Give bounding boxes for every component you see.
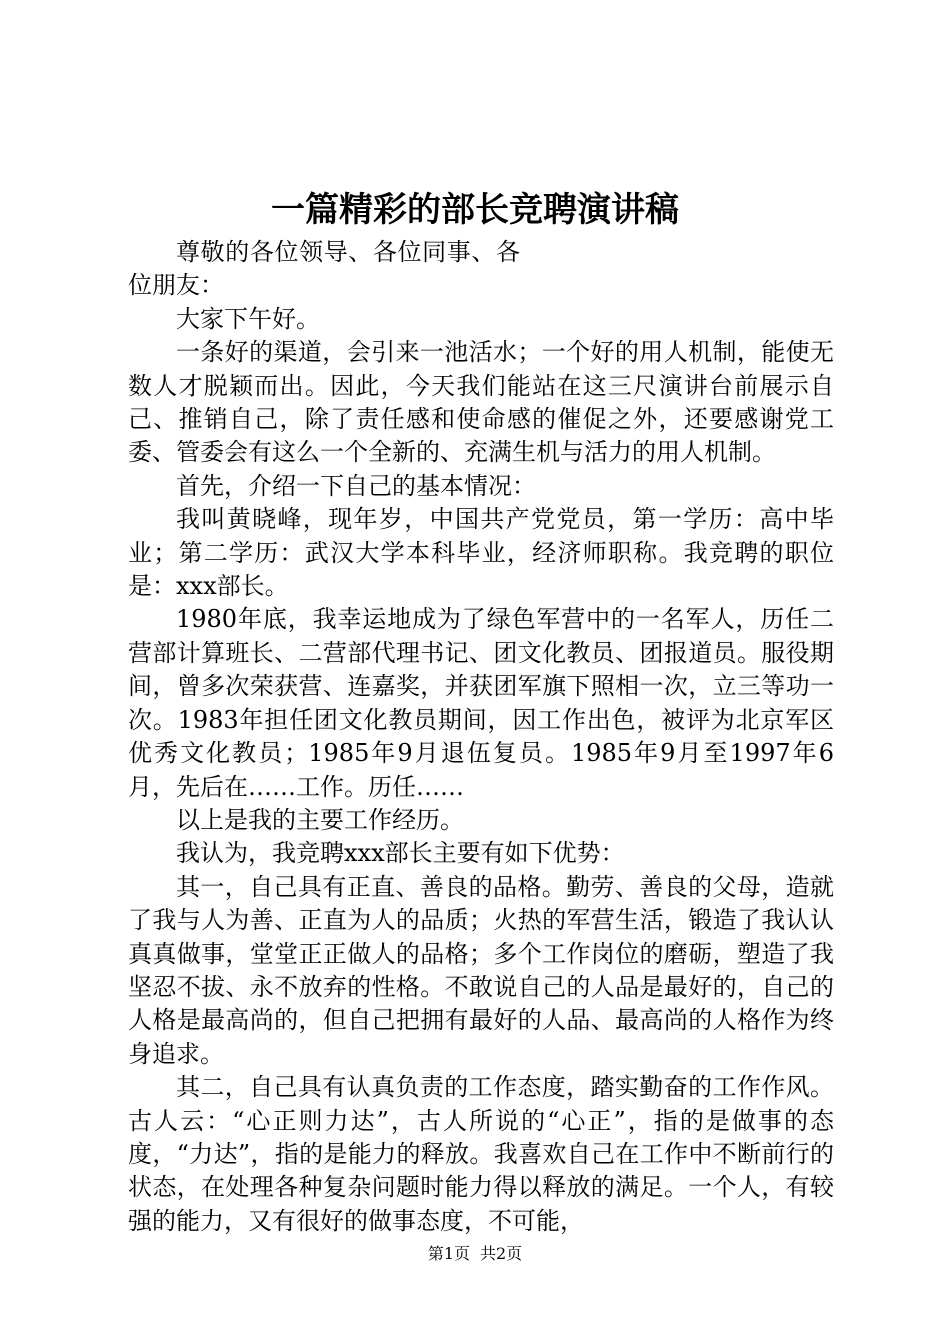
document-body [128, 236, 834, 1238]
paragraph: 我叫黄晓峰，现年岁，中国共产党党员，第一学历：高中毕业；第二学历：武汉大学本科毕业，经济师职称。我竞聘的职位是：xxx部长。 [128, 505, 834, 601]
document-title: 一篇精彩的部长竞聘演讲稿 [271, 190, 679, 230]
page-footer [0, 1243, 950, 1265]
paragraph: 其一，自己具有正直、善良的品格。勤劳、善良的父母，造就了我与人为善、正直为人的品质；火热的军营生活，锻造了我认认真真做事，堂堂正正做人的品格；多个工作岗位的磨砺，塑造了我坚忍不拔、永不放弃的性格。不敢说自己的人品是最好的，自己的人格是最高尚的，但自己把拥有最好的人品、最高尚的人格作为终身追求。 [128, 872, 834, 1068]
paragraph: 一条好的渠道，会引来一池活水；一个好的用人机制，能使无数人才脱颖而出。因此，今天我们能站在这三尺演讲台前展示自己、推销自己，除了责任感和使命感的催促之外，还要感谢党工委、管委会有这么一个全新的、充满生机与活力的用人机制。 [128, 338, 834, 467]
paragraph-greeting: 尊敬的各位领导、各位同事、各位朋友： [128, 238, 520, 300]
paragraph: 我认为，我竞聘xxx部长主要有如下优势： [176, 839, 625, 868]
paragraph: 大家下午好。 [176, 304, 320, 333]
paragraph: 以上是我的主要工作经历。 [176, 805, 464, 834]
page-total: 共2页 [480, 1244, 523, 1263]
page-number: 第1页 [427, 1244, 470, 1263]
paragraph: 1980年底，我幸运地成为了绿色军营中的一名军人，历任二营部计算班长、二营部代理书记、团文化教员、团报道员。服役期间，曾多次荣获营、连嘉奖，并获团军旗下照相一次，立三等功一次。1983年担任团文化教员期间，因工作出色，被评为北京军区优秀文化教员；1985年9月退伍复员。1985年9月至1997年6月，先后在……工作。历任…… [128, 605, 834, 801]
paragraph: 首先，介绍一下自己的基本情况： [176, 471, 536, 500]
paragraph: 其二，自己具有认真负责的工作态度，踏实勤奋的工作作风。古人云：“心正则力达”，古人所说的“心正”，指的是做事的态度，“力达”，指的是能力的释放。我喜欢自己在工作中不断前行的状态，在处理各种复杂问题时能力得以释放的满足。一个人，有较强的能力，又有很好的做事态度，不可能， [128, 1073, 834, 1235]
